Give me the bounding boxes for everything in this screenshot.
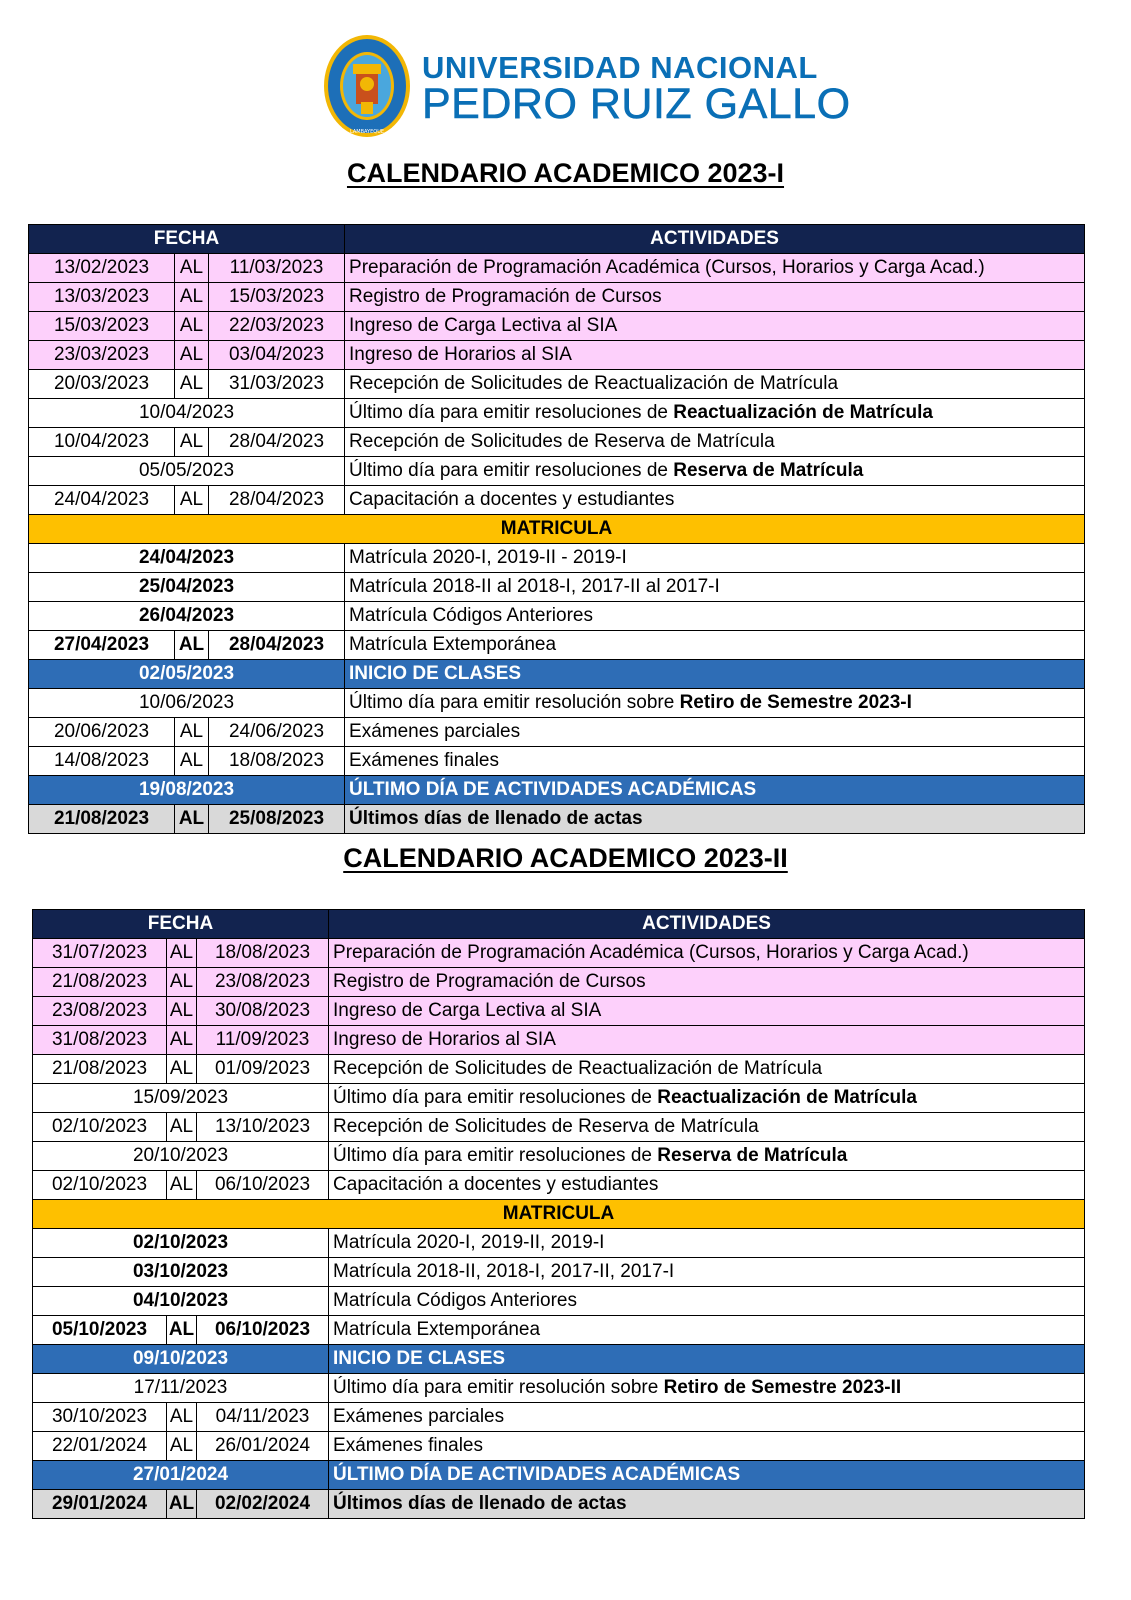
- table-row: [33, 1432, 1085, 1461]
- start-date-cell: 21/08/2023: [29, 805, 175, 834]
- activity-cell: [345, 544, 1085, 573]
- activity-text: Registro de Programación de Cursos: [333, 971, 646, 992]
- activity-cell: [345, 573, 1085, 602]
- table-row: [29, 312, 1085, 341]
- calendar-table-2023-II: [32, 909, 1085, 1519]
- date-cell: 27/01/2024: [33, 1461, 329, 1490]
- calendar-table-2023-I: [28, 224, 1085, 834]
- activity-text: Matrícula Extemporánea: [349, 634, 557, 655]
- activity-cell: [329, 939, 1085, 968]
- table-row: [29, 631, 1085, 660]
- section-header-matricula: MATRICULA: [29, 515, 1085, 544]
- calendar-title-2023-II: CALENDARIO ACADEMICO 2023-II: [343, 843, 788, 873]
- end-date-cell: 28/04/2023: [209, 486, 345, 515]
- table-header-row: [33, 910, 1085, 939]
- date-cell: 25/04/2023: [29, 573, 345, 602]
- activity-cell: [345, 283, 1085, 312]
- table-row: [29, 457, 1085, 486]
- start-date-cell: 27/04/2023: [29, 631, 175, 660]
- end-date-cell: 03/04/2023: [209, 341, 345, 370]
- start-date-cell: 05/10/2023: [33, 1316, 167, 1345]
- date-cell: 02/05/2023: [29, 660, 345, 689]
- table-row: [33, 1142, 1085, 1171]
- activity-cell: [345, 428, 1085, 457]
- date-cell: 05/05/2023: [29, 457, 345, 486]
- activity-cell: [345, 254, 1085, 283]
- end-date-cell: 13/10/2023: [197, 1113, 329, 1142]
- actividades-header: ACTIVIDADES: [329, 910, 1085, 939]
- table-row: [29, 805, 1085, 834]
- al-separator-cell: AL: [175, 747, 209, 776]
- activity-cell: [345, 312, 1085, 341]
- activity-cell: [329, 1113, 1085, 1142]
- activity-cell: [345, 718, 1085, 747]
- start-date-cell: 20/03/2023: [29, 370, 175, 399]
- end-date-cell: 06/10/2023: [197, 1171, 329, 1200]
- activity-text: Matrícula 2020-I, 2019-II, 2019-I: [333, 1232, 605, 1253]
- activity-text: Ingreso de Horarios al SIA: [333, 1029, 556, 1050]
- table-row: [33, 1461, 1085, 1490]
- activity-text: ÚLTIMO DÍA DE ACTIVIDADES ACADÉMICAS: [349, 779, 757, 800]
- al-separator-cell: AL: [175, 254, 209, 283]
- end-date-cell: 28/04/2023: [209, 631, 345, 660]
- activity-cell: [329, 1229, 1085, 1258]
- activity-text: Recepción de Solicitudes de Reactualización de Matrícula: [333, 1058, 823, 1079]
- start-date-cell: 02/10/2023: [33, 1113, 167, 1142]
- activity-cell: [345, 457, 1085, 486]
- activity-text: ÚLTIMO DÍA DE ACTIVIDADES ACADÉMICAS: [333, 1464, 741, 1485]
- activity-text: Ingreso de Carga Lectiva al SIA: [349, 315, 618, 336]
- activity-cell: [345, 486, 1085, 515]
- al-separator-cell: AL: [167, 1316, 197, 1345]
- end-date-cell: 01/09/2023: [197, 1055, 329, 1084]
- activity-text: Último día para emitir resoluciones de: [349, 402, 674, 423]
- activity-bold-text: Retiro de Semestre 2023-I: [679, 692, 912, 713]
- activity-text: Últimos días de llenado de actas: [349, 808, 643, 829]
- al-separator-cell: AL: [167, 1026, 197, 1055]
- start-date-cell: 29/01/2024: [33, 1490, 167, 1519]
- end-date-cell: 18/08/2023: [197, 939, 329, 968]
- table-row: [33, 1258, 1085, 1287]
- university-name: [422, 52, 851, 126]
- table-row: [33, 1287, 1085, 1316]
- activity-cell: [329, 1258, 1085, 1287]
- activity-cell: [345, 341, 1085, 370]
- university-name-line1: UNIVERSIDAD NACIONAL: [422, 50, 818, 85]
- date-cell: 10/04/2023: [29, 399, 345, 428]
- activity-text: Último día para emitir resoluciones de: [333, 1087, 658, 1108]
- activity-cell: [345, 602, 1085, 631]
- activity-bold-text: Reactualización de Matrícula: [657, 1087, 917, 1108]
- start-date-cell: 23/08/2023: [33, 997, 167, 1026]
- end-date-cell: 18/08/2023: [209, 747, 345, 776]
- table-row: [33, 1229, 1085, 1258]
- university-name-line2: PEDRO RUIZ GALLO: [422, 80, 851, 128]
- table-row: [33, 1113, 1085, 1142]
- table-row: [29, 370, 1085, 399]
- activity-text: Registro de Programación de Cursos: [349, 286, 662, 307]
- al-separator-cell: AL: [175, 718, 209, 747]
- activity-cell: [329, 1461, 1085, 1490]
- activity-text: Ingreso de Carga Lectiva al SIA: [333, 1000, 602, 1021]
- table-row: [29, 718, 1085, 747]
- section-header-matricula: MATRICULA: [33, 1200, 1085, 1229]
- activity-text: Exámenes finales: [333, 1435, 483, 1456]
- activity-bold-text: Reactualización de Matrícula: [673, 402, 933, 423]
- date-cell: 03/10/2023: [33, 1258, 329, 1287]
- table-row: [29, 341, 1085, 370]
- activity-cell: [345, 776, 1085, 805]
- start-date-cell: 31/08/2023: [33, 1026, 167, 1055]
- table-row: [33, 939, 1085, 968]
- table-row: [33, 1055, 1085, 1084]
- table-row: [29, 515, 1085, 544]
- activity-bold-text: Retiro de Semestre 2023-II: [663, 1377, 902, 1398]
- seal-bottom-text: LAMBAYEQUE: [349, 129, 385, 135]
- date-cell: 09/10/2023: [33, 1345, 329, 1374]
- activity-text: Último día para emitir resolución sobre: [333, 1377, 664, 1398]
- activity-cell: [345, 805, 1085, 834]
- end-date-cell: 26/01/2024: [197, 1432, 329, 1461]
- activity-cell: [345, 689, 1085, 718]
- al-separator-cell: AL: [167, 968, 197, 997]
- start-date-cell: 20/06/2023: [29, 718, 175, 747]
- activity-text: Último día para emitir resolución sobre: [349, 692, 680, 713]
- start-date-cell: 30/10/2023: [33, 1403, 167, 1432]
- university-header: [0, 30, 1131, 142]
- date-cell: 15/09/2023: [33, 1084, 329, 1113]
- fecha-header: FECHA: [29, 225, 345, 254]
- activity-cell: [329, 997, 1085, 1026]
- table-row: [33, 1345, 1085, 1374]
- activity-cell: [329, 1403, 1085, 1432]
- end-date-cell: 31/03/2023: [209, 370, 345, 399]
- activity-cell: [345, 370, 1085, 399]
- start-date-cell: 22/01/2024: [33, 1432, 167, 1461]
- date-cell: 17/11/2023: [33, 1374, 329, 1403]
- table-row: [33, 1084, 1085, 1113]
- table-row: [29, 486, 1085, 515]
- date-cell: 02/10/2023: [33, 1229, 329, 1258]
- activity-text: Recepción de Solicitudes de Reserva de Matrícula: [349, 431, 775, 452]
- activity-text: Exámenes parciales: [333, 1406, 505, 1427]
- start-date-cell: 13/02/2023: [29, 254, 175, 283]
- al-separator-cell: AL: [175, 370, 209, 399]
- al-separator-cell: AL: [175, 428, 209, 457]
- end-date-cell: 25/08/2023: [209, 805, 345, 834]
- table-row: [33, 1403, 1085, 1432]
- activity-cell: [329, 1374, 1085, 1403]
- al-separator-cell: AL: [167, 1490, 197, 1519]
- start-date-cell: 23/03/2023: [29, 341, 175, 370]
- table-row: [33, 1171, 1085, 1200]
- al-separator-cell: AL: [175, 631, 209, 660]
- table-row: [29, 776, 1085, 805]
- actividades-header: ACTIVIDADES: [345, 225, 1085, 254]
- activity-cell: [329, 1287, 1085, 1316]
- activity-cell: [345, 660, 1085, 689]
- end-date-cell: 15/03/2023: [209, 283, 345, 312]
- activity-cell: [329, 1490, 1085, 1519]
- date-cell: 19/08/2023: [29, 776, 345, 805]
- table-row: [33, 1200, 1085, 1229]
- activity-text: INICIO DE CLASES: [349, 663, 522, 684]
- start-date-cell: 21/08/2023: [33, 968, 167, 997]
- start-date-cell: 31/07/2023: [33, 939, 167, 968]
- end-date-cell: 04/11/2023: [197, 1403, 329, 1432]
- table-row: [33, 968, 1085, 997]
- al-separator-cell: AL: [167, 997, 197, 1026]
- fecha-header: FECHA: [33, 910, 329, 939]
- al-separator-cell: AL: [175, 341, 209, 370]
- end-date-cell: 06/10/2023: [197, 1316, 329, 1345]
- activity-text: Exámenes finales: [349, 750, 499, 771]
- table-row: [29, 283, 1085, 312]
- al-separator-cell: AL: [175, 805, 209, 834]
- activity-text: Matrícula 2020-I, 2019-II - 2019-I: [349, 547, 627, 568]
- start-date-cell: 15/03/2023: [29, 312, 175, 341]
- activity-cell: [345, 399, 1085, 428]
- table-row: [29, 660, 1085, 689]
- date-cell: 26/04/2023: [29, 602, 345, 631]
- table-row: [29, 399, 1085, 428]
- activity-cell: [329, 1142, 1085, 1171]
- table-header-row: [29, 225, 1085, 254]
- end-date-cell: 23/08/2023: [197, 968, 329, 997]
- end-date-cell: 24/06/2023: [209, 718, 345, 747]
- activity-cell: [329, 1055, 1085, 1084]
- table-row: [29, 747, 1085, 776]
- activity-text: Matrícula Códigos Anteriores: [333, 1290, 577, 1311]
- table-row: [33, 1490, 1085, 1519]
- end-date-cell: 11/03/2023: [209, 254, 345, 283]
- activity-text: Matrícula 2018-II al 2018-I, 2017-II al 2017-I: [349, 576, 720, 597]
- al-separator-cell: AL: [167, 1403, 197, 1432]
- table-row: [29, 254, 1085, 283]
- activity-text: Matrícula Códigos Anteriores: [349, 605, 593, 626]
- activity-text: Exámenes parciales: [349, 721, 521, 742]
- activity-text: INICIO DE CLASES: [333, 1348, 506, 1369]
- al-separator-cell: AL: [175, 312, 209, 341]
- activity-bold-text: Reserva de Matrícula: [673, 460, 864, 481]
- table-row: [33, 997, 1085, 1026]
- end-date-cell: 11/09/2023: [197, 1026, 329, 1055]
- activity-cell: [329, 1026, 1085, 1055]
- activity-text: Matrícula Extemporánea: [333, 1319, 541, 1340]
- activity-text: Recepción de Solicitudes de Reserva de Matrícula: [333, 1116, 759, 1137]
- activity-text: Capacitación a docentes y estudiantes: [333, 1174, 659, 1195]
- table-row: [29, 544, 1085, 573]
- activity-cell: [329, 1345, 1085, 1374]
- activity-cell: [329, 1316, 1085, 1345]
- activity-cell: [329, 968, 1085, 997]
- activity-cell: [329, 1084, 1085, 1113]
- activity-cell: [345, 747, 1085, 776]
- al-separator-cell: AL: [175, 486, 209, 515]
- start-date-cell: 24/04/2023: [29, 486, 175, 515]
- activity-cell: [329, 1171, 1085, 1200]
- table-row: [33, 1316, 1085, 1345]
- calendar-title-2023-I: CALENDARIO ACADEMICO 2023-I: [346, 158, 785, 188]
- end-date-cell: 30/08/2023: [197, 997, 329, 1026]
- end-date-cell: 28/04/2023: [209, 428, 345, 457]
- al-separator-cell: AL: [167, 1432, 197, 1461]
- table-row: [33, 1026, 1085, 1055]
- date-cell: 04/10/2023: [33, 1287, 329, 1316]
- table-row: [29, 602, 1085, 631]
- start-date-cell: 10/04/2023: [29, 428, 175, 457]
- activity-cell: [329, 1432, 1085, 1461]
- activity-text: Últimos días de llenado de actas: [333, 1493, 627, 1514]
- activity-text: Ingreso de Horarios al SIA: [349, 344, 572, 365]
- al-separator-cell: AL: [167, 1113, 197, 1142]
- activity-bold-text: Reserva de Matrícula: [657, 1145, 848, 1166]
- al-separator-cell: AL: [167, 1171, 197, 1200]
- activity-text: Recepción de Solicitudes de Reactualización de Matrícula: [349, 373, 839, 394]
- al-separator-cell: AL: [167, 1055, 197, 1084]
- table-row: [29, 689, 1085, 718]
- al-separator-cell: AL: [167, 939, 197, 968]
- al-separator-cell: AL: [175, 283, 209, 312]
- table-row: [33, 1374, 1085, 1403]
- date-cell: 24/04/2023: [29, 544, 345, 573]
- activity-text: Preparación de Programación Académica (Cursos, Horarios y Carga Acad.): [349, 257, 985, 278]
- date-cell: 10/06/2023: [29, 689, 345, 718]
- activity-cell: [345, 631, 1085, 660]
- activity-text: Último día para emitir resoluciones de: [349, 460, 674, 481]
- end-date-cell: 02/02/2024: [197, 1490, 329, 1519]
- end-date-cell: 22/03/2023: [209, 312, 345, 341]
- table-row: [29, 573, 1085, 602]
- activity-text: Matrícula 2018-II, 2018-I, 2017-II, 2017-I: [333, 1261, 675, 1282]
- table-row: [29, 428, 1085, 457]
- start-date-cell: 14/08/2023: [29, 747, 175, 776]
- start-date-cell: 21/08/2023: [33, 1055, 167, 1084]
- activity-text: Preparación de Programación Académica (Cursos, Horarios y Carga Acad.): [333, 942, 969, 963]
- activity-text: Capacitación a docentes y estudiantes: [349, 489, 675, 510]
- date-cell: 20/10/2023: [33, 1142, 329, 1171]
- start-date-cell: 02/10/2023: [33, 1171, 167, 1200]
- start-date-cell: 13/03/2023: [29, 283, 175, 312]
- university-seal-logo: [323, 34, 411, 138]
- activity-text: Último día para emitir resoluciones de: [333, 1145, 658, 1166]
